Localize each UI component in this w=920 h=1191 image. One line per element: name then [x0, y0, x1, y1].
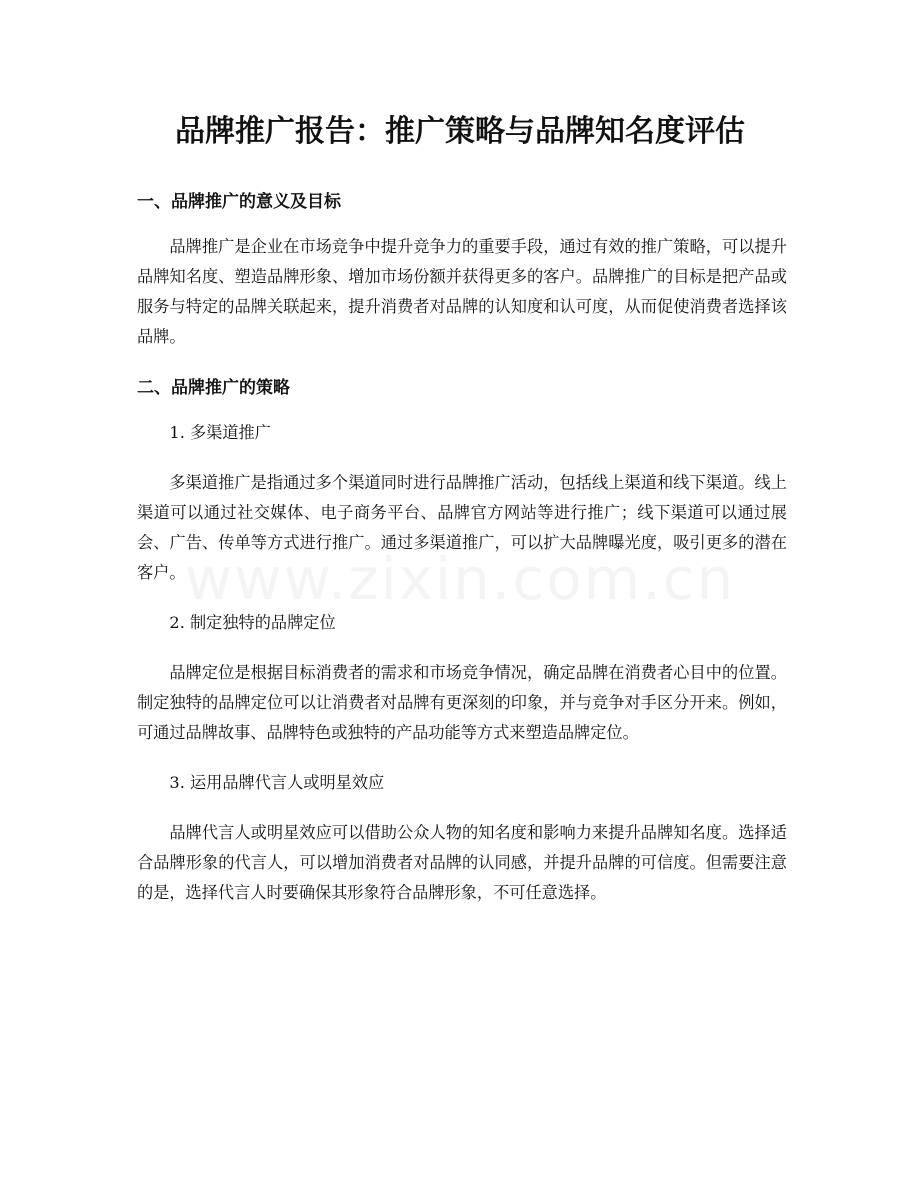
subsection-heading: 1. 多渠道推广 — [169, 423, 271, 442]
document-title: 品牌推广报告：推广策略与品牌知名度评估 — [175, 114, 745, 149]
paragraph: 品牌推广是企业在市场竞争中提升竞争力的重要手段，通过有效的推广策略，可以提升品牌知名度、塑造品牌形象、增加市场份额并获得更多的客户。品牌推广的目标是把产品或服务与特定的品牌关联起来，提升消费者对品牌的认知度和认可度，从而促使消费者选择该品牌。 — [137, 237, 787, 346]
section-significance — [137, 186, 787, 352]
document-body — [137, 186, 787, 928]
subsection-heading: 3. 运用品牌代言人或明星效应 — [169, 773, 385, 792]
section-strategies — [137, 372, 787, 908]
subsection-multichannel — [137, 418, 787, 588]
subsection-positioning — [137, 608, 787, 748]
paragraph: 品牌代言人或明星效应可以借助公众人物的知名度和影响力来提升品牌知名度。选择适合品牌形象的代言人，可以增加消费者对品牌的认同感，并提升品牌的可信度。但需要注意的是，选择代言人时要确保其形象符合品牌形象，不可任意选择。 — [137, 823, 787, 902]
paragraph: 品牌定位是根据目标消费者的需求和市场竞争情况，确定品牌在消费者心目中的位置。制定独特的品牌定位可以让消费者对品牌有更深刻的印象，并与竞争对手区分开来。例如，可通过品牌故事、品牌特色或独特的产品功能等方式来塑造品牌定位。 — [137, 663, 787, 742]
subsection-spokesperson — [137, 768, 787, 908]
section-heading: 一、品牌推广的意义及目标 — [137, 192, 341, 212]
section-heading: 二、品牌推广的策略 — [137, 378, 290, 398]
subsection-heading: 2. 制定独特的品牌定位 — [169, 613, 336, 632]
paragraph: 多渠道推广是指通过多个渠道同时进行品牌推广活动，包括线上渠道和线下渠道。线上渠道可以通过社交媒体、电子商务平台、品牌官方网站等进行推广；线下渠道可以通过展会、广告、传单等方式进行推广。通过多渠道推广，可以扩大品牌曝光度，吸引更多的潜在客户。 — [137, 473, 787, 582]
